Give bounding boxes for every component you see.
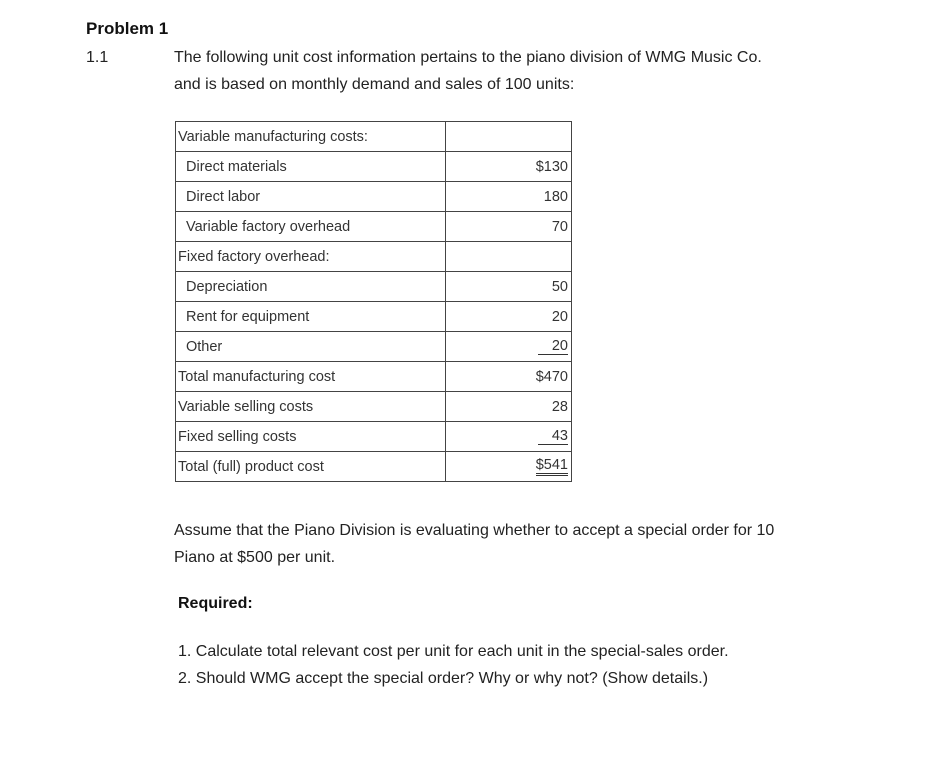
row-value-text: 20 [538, 338, 568, 355]
row-label: Fixed selling costs [176, 422, 446, 452]
required-questions [178, 638, 729, 692]
assumption-paragraph [174, 517, 874, 571]
row-value [446, 182, 572, 212]
row-value-text: 70 [551, 218, 568, 235]
assumption-line-2: Piano at $500 per unit. [174, 549, 336, 566]
unit-cost-table [175, 121, 572, 482]
row-value [446, 242, 572, 272]
row-value-text: $541 [536, 457, 568, 476]
row-label: Total manufacturing cost [176, 362, 446, 392]
table-row [176, 272, 572, 302]
row-label: Direct labor [176, 182, 446, 212]
required-heading: Required: [178, 595, 253, 612]
row-value [446, 422, 572, 452]
table-row [176, 452, 572, 482]
row-value [446, 272, 572, 302]
row-value-text: 28 [551, 398, 568, 415]
row-value [446, 392, 572, 422]
row-label: Variable manufacturing costs: [176, 122, 446, 152]
row-label: Variable factory overhead [176, 212, 446, 242]
row-value-text: $470 [535, 368, 568, 385]
row-label: Rent for equipment [176, 302, 446, 332]
table-row [176, 122, 572, 152]
table-row [176, 212, 572, 242]
assumption-line-1: Assume that the Piano Division is evaluating whether to accept a special order for 10 [174, 522, 775, 539]
row-label: Depreciation [176, 272, 446, 302]
list-item: 1. Calculate total relevant cost per unit for each unit in the special-sales order. [178, 643, 729, 660]
row-value [446, 452, 572, 482]
table-row [176, 332, 572, 362]
intro-line-2: and is based on monthly demand and sales of 100 units: [174, 76, 575, 93]
row-value [446, 152, 572, 182]
table-row [176, 362, 572, 392]
section-number: 1.1 [86, 49, 109, 66]
intro-paragraph [174, 44, 854, 98]
table-row [176, 422, 572, 452]
intro-line-1: The following unit cost information pertains to the piano division of WMG Music Co. [174, 49, 762, 66]
table-row [176, 152, 572, 182]
row-value-text: 50 [551, 278, 568, 295]
row-label: Other [176, 332, 446, 362]
row-value-text: 180 [543, 188, 568, 205]
row-value [446, 332, 572, 362]
row-label: Total (full) product cost [176, 452, 446, 482]
row-value-text: 20 [551, 308, 568, 325]
row-value-text: 43 [538, 428, 568, 445]
row-value [446, 122, 572, 152]
table-row [176, 242, 572, 272]
row-value-text: $130 [535, 158, 568, 175]
row-label: Direct materials [176, 152, 446, 182]
row-value [446, 212, 572, 242]
table-row [176, 302, 572, 332]
problem-title: Problem 1 [86, 19, 169, 38]
table-row [176, 392, 572, 422]
row-label: Variable selling costs [176, 392, 446, 422]
list-item: 2. Should WMG accept the special order? Why or why not? (Show details.) [178, 670, 709, 687]
table-row [176, 182, 572, 212]
row-value [446, 362, 572, 392]
row-label: Fixed factory overhead: [176, 242, 446, 272]
row-value [446, 302, 572, 332]
